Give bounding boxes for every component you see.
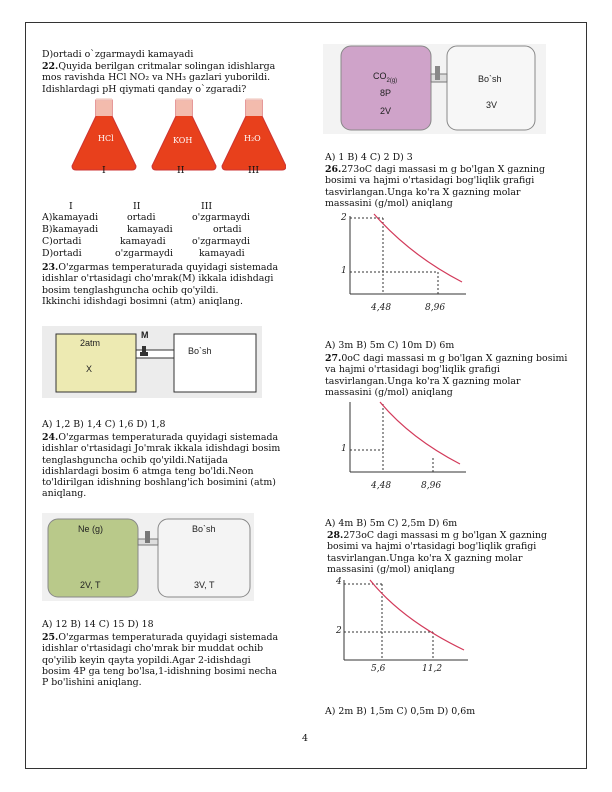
q23-text xyxy=(42,262,278,307)
q26-line-3: tasvirlangan.Unga ko'ra X gazning molar xyxy=(325,186,521,198)
q25-line-1: O'zgarmas temperaturada quyidagi sistemada xyxy=(58,632,279,643)
q28-line-1: 273oC dagi massasi m g bo'lgan X gazning xyxy=(343,530,547,541)
q23-line-2: idishlar o'rtasidagi cho'mrak(M) ikkala idishdagi xyxy=(42,273,274,285)
q22-header-3: III xyxy=(201,201,213,212)
q25-line-2: idishlar o'rtasidagi cho'mrak bir muddat ochib xyxy=(42,643,264,655)
q26-number: 26. xyxy=(325,164,342,175)
q23-number: 23. xyxy=(42,262,59,273)
q22-option-d-3: kamayadi xyxy=(199,248,245,259)
q28-answers[interactable]: A) 2m B) 1,5m C) 0,5m D) 0,6m xyxy=(325,706,476,717)
q24-text xyxy=(42,432,280,500)
q23-line-3: bosim tenglashguncha ochib qo'yildi. xyxy=(42,284,219,296)
q25-answers[interactable]: A) 1 B) 4 C) 2 D) 3 xyxy=(325,152,413,163)
q25-text xyxy=(42,632,278,688)
q27-line-1: 0oC dagi massasi m g bo'lgan X gazning bosimi xyxy=(341,353,568,364)
q25-pressure: 8P xyxy=(380,88,392,98)
q22-line-3: Idishlardagi pH qiymati qanday o`zgaradi? xyxy=(42,83,247,95)
q22-option-d-2: o'zgarmaydi xyxy=(115,248,174,259)
q28-ytick-2: 2 xyxy=(336,626,342,636)
q27-curve xyxy=(380,402,460,464)
q25-line-4: bosim 4P ga teng bo'lsa,1-idishning bosimi necha xyxy=(42,665,277,677)
q24-right-label: Bo`sh xyxy=(192,524,216,534)
q22-option-b-1[interactable]: B)kamayadi xyxy=(42,224,99,235)
q23-answers[interactable]: A) 1,2 B) 1,4 C) 1,6 D) 1,8 xyxy=(42,419,166,430)
q27-ytick-1: 1 xyxy=(341,444,347,454)
q27-answers[interactable]: A) 4m B) 5m C) 2,5m D) 6m xyxy=(325,518,458,529)
q26-answers[interactable]: A) 3m B) 5m C) 10m D) 6m xyxy=(325,340,455,351)
q22-line-2: mos ravishda HCl NO₂ va NH₃ gazlari yuborildi. xyxy=(42,72,271,84)
q22-option-a-1[interactable]: A)kamayadi xyxy=(42,212,99,223)
q25-volume: 2V xyxy=(380,106,392,116)
q28-graph xyxy=(340,576,470,668)
q24-answers[interactable]: A) 12 B) 14 C) 15 D) 18 xyxy=(42,619,154,630)
q22-option-c-2: kamayadi xyxy=(120,236,166,247)
q26-line-4: massasini (g/mol) aniqlang xyxy=(325,197,453,209)
q25-right-label: Bo`sh xyxy=(478,74,502,84)
q23-right-label: Bo`sh xyxy=(188,346,212,356)
q25-right-volume: 3V xyxy=(486,100,498,110)
flask-2-label: KOH xyxy=(173,136,193,145)
q22-option-a-2: ortadi xyxy=(127,212,156,223)
q25-number: 25. xyxy=(42,632,59,643)
q24-number: 24. xyxy=(42,432,59,443)
q24-line-6: aniqlang. xyxy=(42,488,87,500)
q25-line-5: P bo'lishini aniqlang. xyxy=(42,677,142,689)
q22-header-2: II xyxy=(133,201,141,212)
q28-ytick-4: 4 xyxy=(336,577,342,587)
q26-text xyxy=(325,164,545,209)
q28-xtick-2: 11,2 xyxy=(422,664,443,674)
q24-line-2: idishlar o'rtasidagi Jo'mrak ikkala idishdagi bosim xyxy=(42,443,281,455)
q22-header-1: I xyxy=(69,201,73,212)
q25-gas-subscript: 2(g) xyxy=(386,77,398,84)
q22-option-d-1[interactable]: D)ortadi xyxy=(42,248,82,259)
q23-figure xyxy=(42,326,262,398)
flask-2-number: II xyxy=(177,165,185,176)
q24-figure xyxy=(42,513,254,601)
q23-line-4: Ikkinchi idishdagi bosimni (atm) aniqlang. xyxy=(42,295,243,307)
flask-1-number: I xyxy=(102,165,106,176)
q21-option-d: D)ortadi o`zgarmaydi kamayadi xyxy=(42,49,194,60)
q28-number: 28. xyxy=(327,530,344,541)
q23-left-pressure: 2atm xyxy=(80,338,101,348)
q28-xtick-1: 5,6 xyxy=(371,664,386,674)
q25-figure xyxy=(323,44,546,134)
flask-3-number: III xyxy=(248,165,260,176)
q22-option-c-1[interactable]: C)ortadi xyxy=(42,236,82,247)
q25-gas-label xyxy=(373,71,397,84)
q22-number: 22. xyxy=(42,61,59,72)
q27-line-3: tasvirlangan.Unga ko'ra X gazning molar xyxy=(325,375,521,387)
q24-left-volume: 2V, T xyxy=(80,580,101,590)
q26-ytick-1: 1 xyxy=(341,266,347,276)
q26-graph xyxy=(340,210,470,302)
q23-line-1: O'zgarmas temperaturada quyidagi sistemada xyxy=(58,262,279,273)
q22-option-a-3: o'zgarmaydi xyxy=(192,212,251,223)
q28-curve xyxy=(370,580,464,650)
q22-option-b-3: ortadi xyxy=(213,224,242,235)
q22-option-b-2: kamayadi xyxy=(127,224,173,235)
q24-line-3: tenglashguncha ochib qo'yildi.Natijada xyxy=(42,454,228,466)
q24-line-4: idishlardagi bosim 6 atmga teng bo'ldi.Neon xyxy=(42,465,254,477)
q28-line-4: massasini (g/mol) aniqlang xyxy=(327,563,455,575)
q27-line-4: massasini (g/mol) aniqlang xyxy=(325,386,453,398)
flask-2 xyxy=(152,98,216,170)
q22-line-1: Quyida berilgan critmalar solingan idishlarga xyxy=(58,61,276,72)
q26-xtick-2: 8,96 xyxy=(425,303,446,313)
q28-line-2: bosimi va hajmi o'rtasidagi bog'liqlik grafigi xyxy=(327,541,537,553)
q26-line-1: 273oC dagi massasi m g bo'lgan X gazning xyxy=(341,164,545,175)
q26-xtick-1: 4,48 xyxy=(371,303,392,313)
q28-line-3: tasvirlangan.Unga ko'ra X gazning molar xyxy=(327,552,523,564)
q25-line-3: qo'yilib keyin qayta yopildi.Agar 2-idishdagi xyxy=(42,654,251,666)
q23-left-x: X xyxy=(86,364,93,374)
q27-graph xyxy=(340,398,470,480)
q25-gas-formula: CO xyxy=(373,71,387,81)
q27-xtick-2: 8,96 xyxy=(421,481,442,491)
q22-text xyxy=(42,61,275,95)
q23-valve-label: M xyxy=(141,330,149,340)
q24-line-1: O'zgarmas temperaturada quyidagi sistemada xyxy=(58,432,279,443)
flask-1-label: HCl xyxy=(98,134,114,143)
q24-line-5: to'ldirilgan idishning boshlang'ich bosimini (atm) xyxy=(42,477,276,489)
q22-option-c-3: o'zgarmaydi xyxy=(192,236,251,247)
q27-line-2: va hajmi o'rtasidagi bog'liqlik grafigi xyxy=(325,364,500,376)
flask-3-label: H₂O xyxy=(244,134,261,143)
q28-text xyxy=(327,530,547,575)
q26-ytick-2: 2 xyxy=(341,213,347,223)
q26-line-2: bosimi va hajmi o'rtasidagi bog'liqlik grafigi xyxy=(325,175,535,187)
q27-number: 27. xyxy=(325,353,342,364)
q24-left-gas: Ne (g) xyxy=(78,524,104,534)
q27-xtick-1: 4,48 xyxy=(371,481,392,491)
page-number: 4 xyxy=(302,733,308,744)
q24-right-volume: 3V, T xyxy=(194,580,215,590)
q27-text xyxy=(325,353,567,398)
